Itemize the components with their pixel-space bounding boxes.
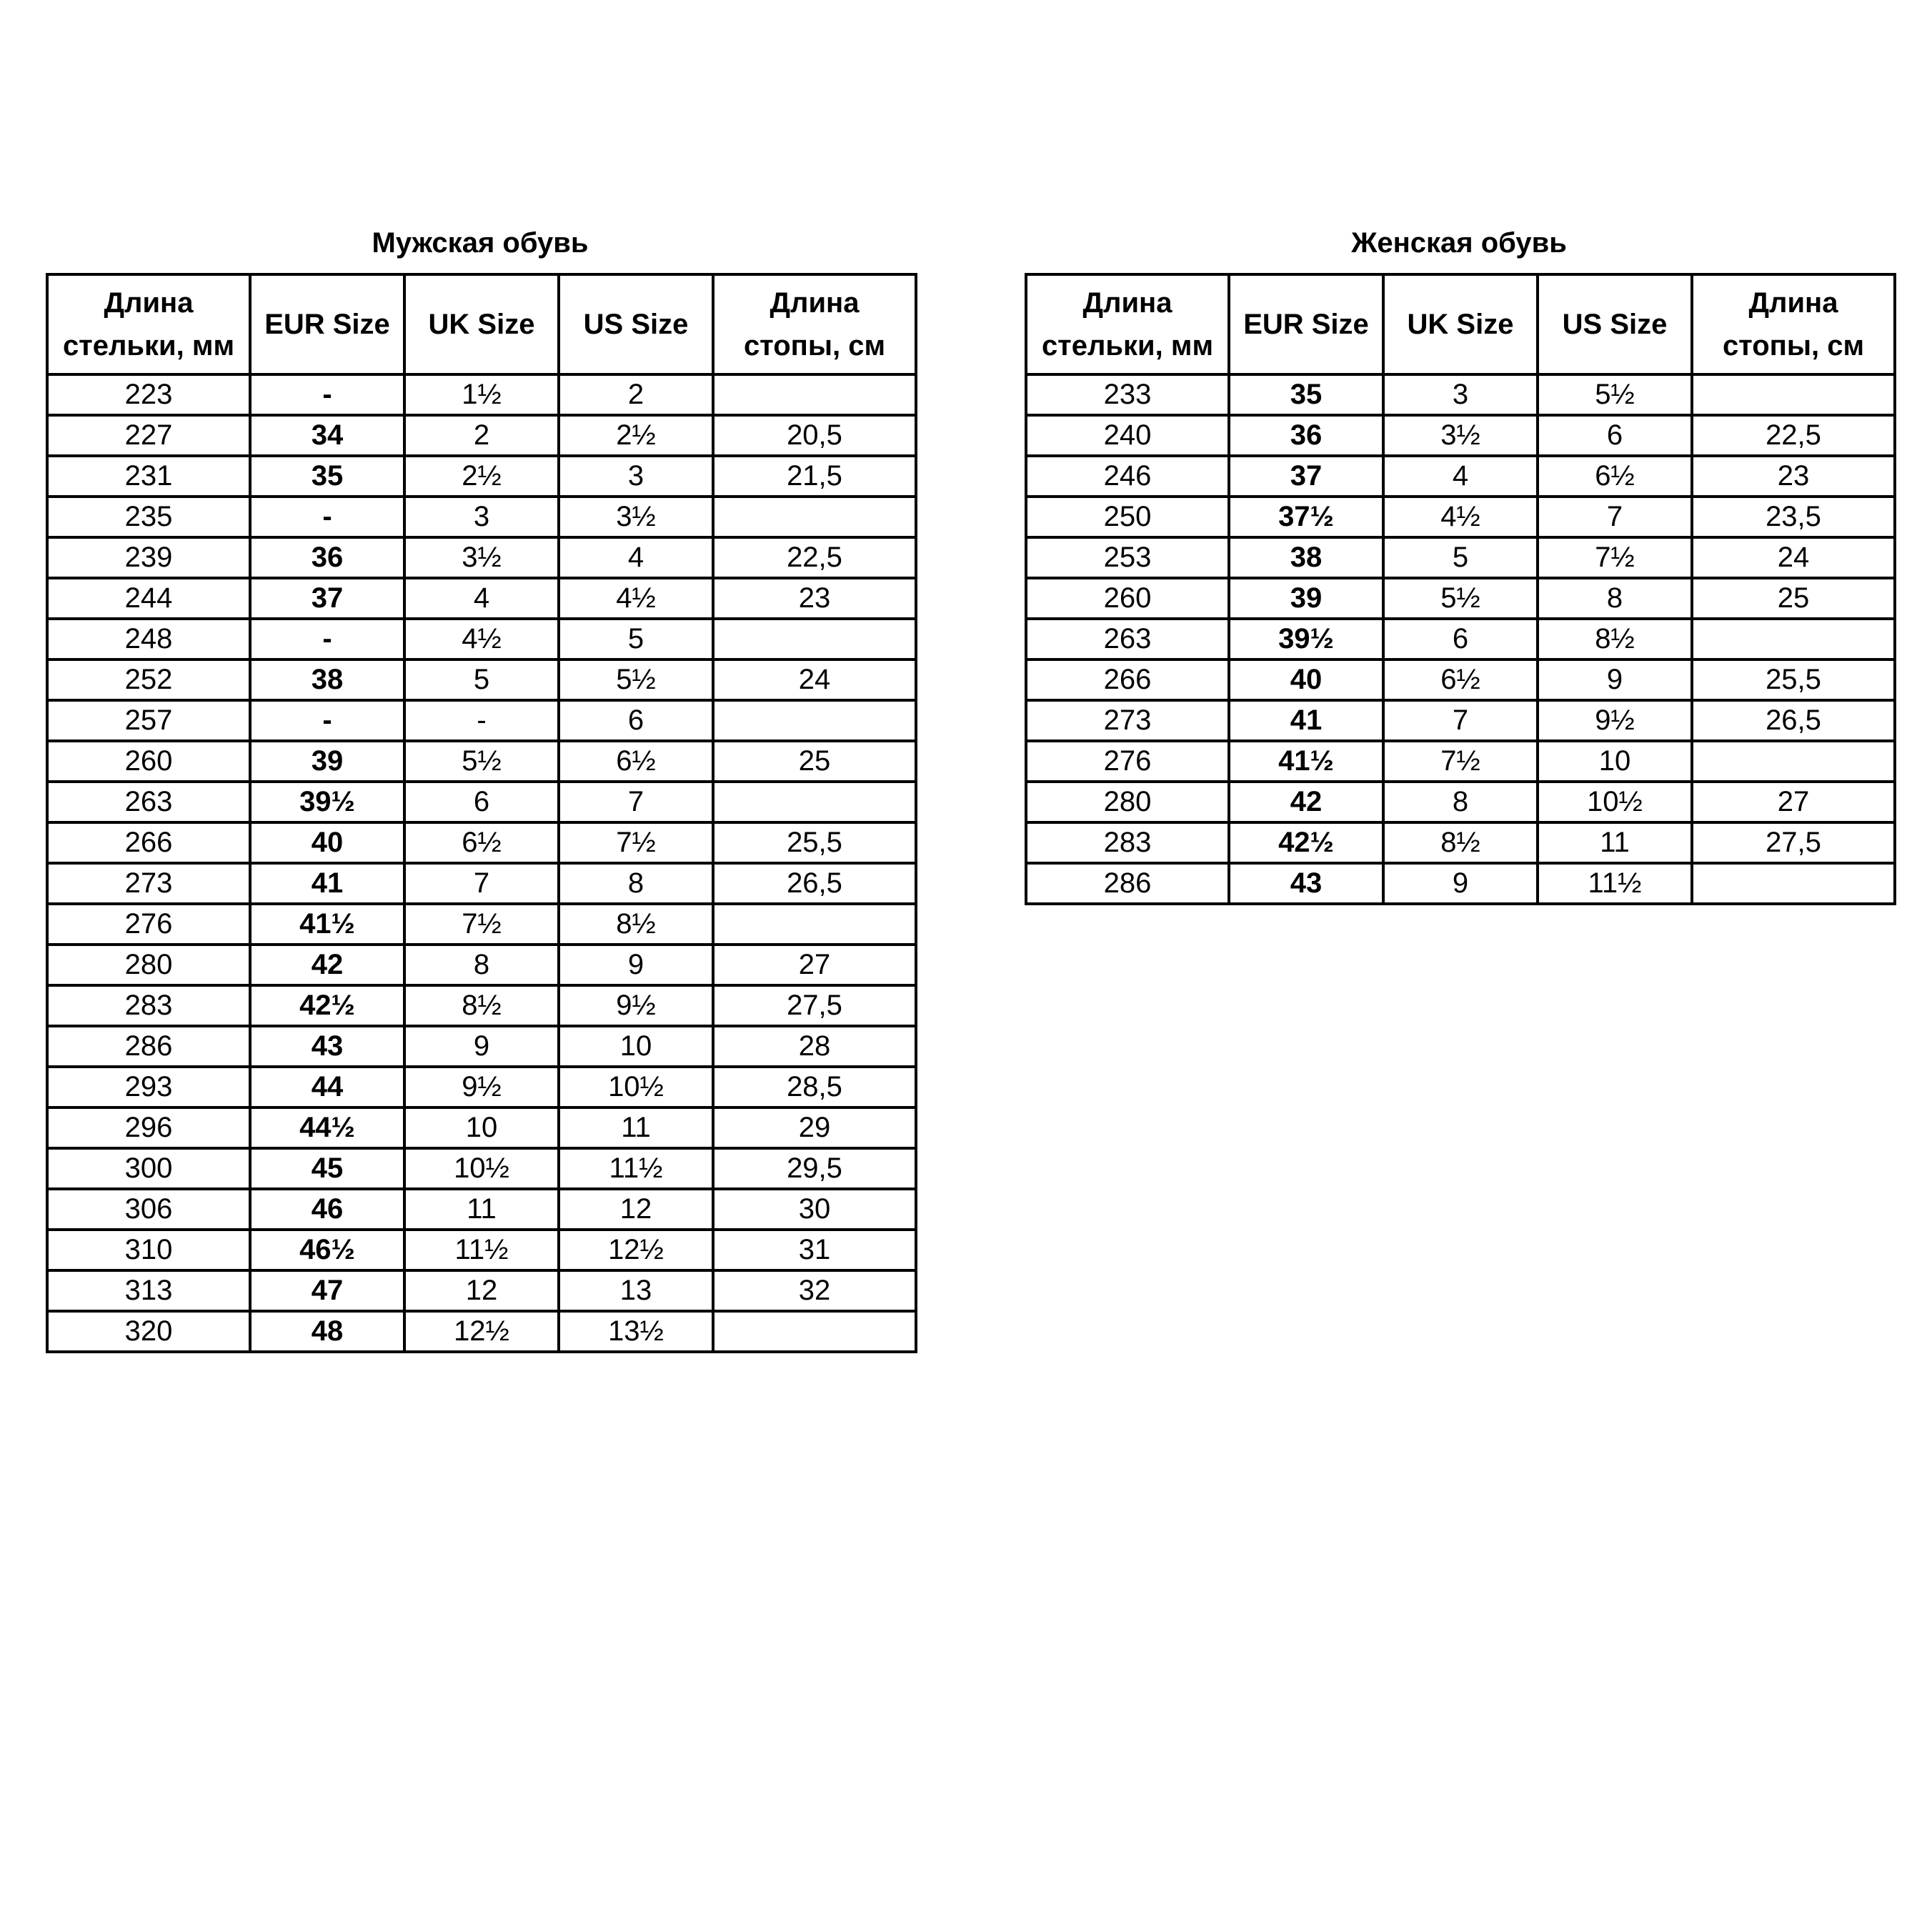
insole-length-cell: 223: [47, 374, 250, 415]
uk-size-header: UK Size: [1383, 274, 1538, 374]
insole-length-header-line1: Длина: [1082, 287, 1172, 319]
table-row: [1026, 374, 1895, 415]
foot-length-header: [1692, 274, 1895, 374]
women-header-row: [1026, 274, 1895, 374]
eur-size-cell: 37: [250, 578, 404, 619]
insole-length-cell: 310: [47, 1230, 250, 1270]
eur-size-cell: 39: [1229, 578, 1383, 619]
foot-length-cell: 24: [713, 659, 916, 700]
insole-length-header-line2: стельки, мм: [1041, 330, 1214, 362]
us-size-cell: 4: [559, 537, 713, 578]
uk-size-cell: 9: [404, 1026, 559, 1067]
foot-length-cell: 28: [713, 1026, 916, 1067]
women-size-table: [1025, 273, 1896, 905]
uk-size-cell: 6½: [1383, 659, 1538, 700]
insole-length-cell: 239: [47, 537, 250, 578]
uk-size-cell: 7½: [404, 904, 559, 945]
uk-size-cell: 3½: [404, 537, 559, 578]
us-size-cell: 5: [559, 619, 713, 659]
us-size-cell: 12½: [559, 1230, 713, 1270]
eur-size-cell: 40: [1229, 659, 1383, 700]
us-size-cell: 7: [1538, 497, 1692, 537]
us-size-cell: 10: [559, 1026, 713, 1067]
uk-size-cell: 3: [1383, 374, 1538, 415]
eur-size-cell: 42½: [1229, 822, 1383, 863]
eur-size-cell: 42: [250, 945, 404, 985]
uk-size-cell: 8: [404, 945, 559, 985]
us-size-cell: 6½: [1538, 456, 1692, 497]
foot-length-cell: 23: [1692, 456, 1895, 497]
uk-size-cell: -: [404, 700, 559, 741]
table-row: [1026, 782, 1895, 822]
us-size-cell: 11½: [559, 1148, 713, 1189]
eur-size-cell: 47: [250, 1270, 404, 1311]
eur-size-cell: 38: [1229, 537, 1383, 578]
table-row: [47, 1107, 916, 1148]
insole-length-cell: 283: [47, 985, 250, 1026]
eur-size-cell: 45: [250, 1148, 404, 1189]
uk-size-cell: 3½: [1383, 415, 1538, 456]
foot-length-header: [713, 274, 916, 374]
men-size-table: [46, 273, 917, 1353]
us-size-cell: 2½: [559, 415, 713, 456]
table-row: [47, 822, 916, 863]
foot-length-cell: 29: [713, 1107, 916, 1148]
table-row: [1026, 741, 1895, 782]
table-row: [1026, 822, 1895, 863]
insole-length-cell: 252: [47, 659, 250, 700]
insole-length-cell: 266: [47, 822, 250, 863]
insole-length-cell: 260: [47, 741, 250, 782]
us-size-cell: 9: [1538, 659, 1692, 700]
us-size-cell: 10½: [559, 1067, 713, 1107]
us-size-cell: 11½: [1538, 863, 1692, 904]
table-row: [47, 1067, 916, 1107]
foot-length-cell: 25: [713, 741, 916, 782]
us-size-header: US Size: [559, 274, 713, 374]
insole-length-cell: 306: [47, 1189, 250, 1230]
table-row: [1026, 578, 1895, 619]
foot-length-cell: 27,5: [1692, 822, 1895, 863]
eur-size-cell: 39½: [250, 782, 404, 822]
men-chart-title: Мужская обувь: [372, 227, 589, 259]
us-size-cell: 10: [1538, 741, 1692, 782]
foot-length-cell: 21,5: [713, 456, 916, 497]
us-size-cell: 6: [559, 700, 713, 741]
us-size-cell: 2: [559, 374, 713, 415]
uk-size-cell: 6½: [404, 822, 559, 863]
insole-length-cell: 231: [47, 456, 250, 497]
insole-length-cell: 273: [1026, 700, 1229, 741]
eur-size-cell: -: [250, 700, 404, 741]
uk-size-cell: 8½: [404, 985, 559, 1026]
table-row: [1026, 700, 1895, 741]
women-table-body: [1026, 374, 1895, 904]
table-row: [47, 537, 916, 578]
insole-length-cell: 263: [47, 782, 250, 822]
table-row: [47, 619, 916, 659]
table-row: [47, 945, 916, 985]
eur-size-cell: 35: [1229, 374, 1383, 415]
uk-size-cell: 4½: [1383, 497, 1538, 537]
insole-length-cell: 293: [47, 1067, 250, 1107]
table-row: [47, 741, 916, 782]
insole-length-cell: 280: [1026, 782, 1229, 822]
table-row: [1026, 415, 1895, 456]
insole-length-cell: 286: [47, 1026, 250, 1067]
insole-length-cell: 276: [47, 904, 250, 945]
uk-size-cell: 5½: [1383, 578, 1538, 619]
foot-length-cell: 30: [713, 1189, 916, 1230]
us-size-cell: 7: [559, 782, 713, 822]
insole-length-header-line2: стельки, мм: [62, 330, 235, 362]
eur-size-cell: 41½: [250, 904, 404, 945]
us-size-cell: 13½: [559, 1311, 713, 1352]
table-row: [47, 985, 916, 1026]
uk-size-cell: 8½: [1383, 822, 1538, 863]
insole-length-cell: 250: [1026, 497, 1229, 537]
eur-size-cell: 43: [250, 1026, 404, 1067]
table-row: [47, 1026, 916, 1067]
foot-length-header-line1: Длина: [770, 287, 860, 319]
us-size-header: US Size: [1538, 274, 1692, 374]
us-size-cell: 11: [559, 1107, 713, 1148]
uk-size-cell: 11: [404, 1189, 559, 1230]
foot-length-cell: [713, 497, 916, 537]
insole-length-header: [47, 274, 250, 374]
uk-size-cell: 6: [404, 782, 559, 822]
table-row: [47, 578, 916, 619]
table-row: [47, 497, 916, 537]
uk-size-cell: 12½: [404, 1311, 559, 1352]
insole-length-cell: 320: [47, 1311, 250, 1352]
foot-length-cell: [713, 782, 916, 822]
eur-size-cell: 46: [250, 1189, 404, 1230]
uk-size-cell: 4: [1383, 456, 1538, 497]
us-size-cell: 8: [1538, 578, 1692, 619]
table-row: [47, 1230, 916, 1270]
insole-length-header-line1: Длина: [104, 287, 194, 319]
uk-size-cell: 3: [404, 497, 559, 537]
uk-size-cell: 2: [404, 415, 559, 456]
us-size-cell: 6½: [559, 741, 713, 782]
eur-size-cell: 46½: [250, 1230, 404, 1270]
eur-size-cell: 39: [250, 741, 404, 782]
uk-size-cell: 11½: [404, 1230, 559, 1270]
eur-size-header: EUR Size: [1229, 274, 1383, 374]
insole-length-cell: 257: [47, 700, 250, 741]
us-size-cell: 7½: [1538, 537, 1692, 578]
table-row: [47, 904, 916, 945]
eur-size-cell: 42½: [250, 985, 404, 1026]
eur-size-cell: 37: [1229, 456, 1383, 497]
table-row: [1026, 863, 1895, 904]
us-size-cell: 3½: [559, 497, 713, 537]
us-size-cell: 12: [559, 1189, 713, 1230]
table-row: [47, 415, 916, 456]
us-size-cell: 13: [559, 1270, 713, 1311]
women-size-chart: [1025, 221, 1896, 905]
eur-size-header: EUR Size: [250, 274, 404, 374]
uk-size-cell: 10: [404, 1107, 559, 1148]
table-row: [47, 374, 916, 415]
table-row: [1026, 619, 1895, 659]
men-size-chart: [46, 221, 917, 1353]
foot-length-cell: 20,5: [713, 415, 916, 456]
insole-length-cell: 286: [1026, 863, 1229, 904]
insole-length-cell: 313: [47, 1270, 250, 1311]
eur-size-cell: 39½: [1229, 619, 1383, 659]
insole-length-cell: 248: [47, 619, 250, 659]
table-row: [47, 659, 916, 700]
uk-size-header: UK Size: [404, 274, 559, 374]
table-row: [47, 1270, 916, 1311]
foot-length-cell: [713, 904, 916, 945]
insole-length-cell: 296: [47, 1107, 250, 1148]
eur-size-cell: 48: [250, 1311, 404, 1352]
foot-length-cell: 23,5: [1692, 497, 1895, 537]
us-size-cell: 8½: [559, 904, 713, 945]
insole-length-cell: 300: [47, 1148, 250, 1189]
eur-size-cell: 41: [1229, 700, 1383, 741]
uk-size-cell: 7½: [1383, 741, 1538, 782]
table-row: [47, 782, 916, 822]
us-size-cell: 11: [1538, 822, 1692, 863]
insole-length-header: [1026, 274, 1229, 374]
uk-size-cell: 1½: [404, 374, 559, 415]
insole-length-cell: 280: [47, 945, 250, 985]
insole-length-cell: 240: [1026, 415, 1229, 456]
uk-size-cell: 5½: [404, 741, 559, 782]
men-table-body: [47, 374, 916, 1352]
us-size-cell: 10½: [1538, 782, 1692, 822]
foot-length-cell: [1692, 619, 1895, 659]
table-row: [47, 863, 916, 904]
foot-length-cell: 25: [1692, 578, 1895, 619]
us-size-cell: 9: [559, 945, 713, 985]
insole-length-cell: 246: [1026, 456, 1229, 497]
uk-size-cell: 12: [404, 1270, 559, 1311]
eur-size-cell: 44: [250, 1067, 404, 1107]
insole-length-cell: 253: [1026, 537, 1229, 578]
foot-length-cell: 26,5: [1692, 700, 1895, 741]
foot-length-cell: [1692, 741, 1895, 782]
eur-size-cell: 36: [250, 537, 404, 578]
uk-size-cell: 6: [1383, 619, 1538, 659]
foot-length-cell: 31: [713, 1230, 916, 1270]
uk-size-cell: 5: [1383, 537, 1538, 578]
us-size-cell: 3: [559, 456, 713, 497]
eur-size-cell: 38: [250, 659, 404, 700]
foot-length-cell: [1692, 863, 1895, 904]
insole-length-cell: 283: [1026, 822, 1229, 863]
foot-length-cell: 28,5: [713, 1067, 916, 1107]
foot-length-cell: 27,5: [713, 985, 916, 1026]
eur-size-cell: -: [250, 619, 404, 659]
uk-size-cell: 8: [1383, 782, 1538, 822]
foot-length-cell: 32: [713, 1270, 916, 1311]
uk-size-cell: 9½: [404, 1067, 559, 1107]
table-row: [47, 1311, 916, 1352]
us-size-cell: 9½: [1538, 700, 1692, 741]
foot-length-header-line2: стопы, см: [1722, 330, 1865, 362]
eur-size-cell: 37½: [1229, 497, 1383, 537]
eur-size-cell: -: [250, 374, 404, 415]
foot-length-cell: [713, 619, 916, 659]
eur-size-cell: 41: [250, 863, 404, 904]
uk-size-cell: 7: [404, 863, 559, 904]
women-chart-title: Женская обувь: [1351, 227, 1567, 259]
foot-length-header-line2: стопы, см: [743, 330, 886, 362]
foot-length-cell: [713, 1311, 916, 1352]
foot-length-cell: 23: [713, 578, 916, 619]
eur-size-cell: -: [250, 497, 404, 537]
uk-size-cell: 9: [1383, 863, 1538, 904]
table-row: [47, 1189, 916, 1230]
eur-size-cell: 36: [1229, 415, 1383, 456]
foot-length-cell: 24: [1692, 537, 1895, 578]
insole-length-cell: 273: [47, 863, 250, 904]
table-row: [1026, 659, 1895, 700]
foot-length-cell: [1692, 374, 1895, 415]
eur-size-cell: 43: [1229, 863, 1383, 904]
foot-length-cell: 29,5: [713, 1148, 916, 1189]
insole-length-cell: 260: [1026, 578, 1229, 619]
uk-size-cell: 10½: [404, 1148, 559, 1189]
foot-length-cell: 22,5: [713, 537, 916, 578]
insole-length-cell: 235: [47, 497, 250, 537]
uk-size-cell: 2½: [404, 456, 559, 497]
uk-size-cell: 4: [404, 578, 559, 619]
insole-length-cell: 227: [47, 415, 250, 456]
eur-size-cell: 44½: [250, 1107, 404, 1148]
eur-size-cell: 35: [250, 456, 404, 497]
foot-length-cell: [713, 700, 916, 741]
us-size-cell: 8: [559, 863, 713, 904]
eur-size-cell: 41½: [1229, 741, 1383, 782]
uk-size-cell: 5: [404, 659, 559, 700]
insole-length-cell: 244: [47, 578, 250, 619]
us-size-cell: 5½: [559, 659, 713, 700]
table-row: [1026, 537, 1895, 578]
us-size-cell: 6: [1538, 415, 1692, 456]
foot-length-header-line1: Длина: [1748, 287, 1838, 319]
foot-length-cell: 22,5: [1692, 415, 1895, 456]
table-row: [47, 456, 916, 497]
uk-size-cell: 4½: [404, 619, 559, 659]
foot-length-cell: 25,5: [1692, 659, 1895, 700]
us-size-cell: 9½: [559, 985, 713, 1026]
eur-size-cell: 34: [250, 415, 404, 456]
us-size-cell: 8½: [1538, 619, 1692, 659]
insole-length-cell: 266: [1026, 659, 1229, 700]
foot-length-cell: [713, 374, 916, 415]
insole-length-cell: 233: [1026, 374, 1229, 415]
insole-length-cell: 263: [1026, 619, 1229, 659]
table-row: [1026, 497, 1895, 537]
foot-length-cell: 25,5: [713, 822, 916, 863]
us-size-cell: 5½: [1538, 374, 1692, 415]
us-size-cell: 4½: [559, 578, 713, 619]
foot-length-cell: 27: [1692, 782, 1895, 822]
table-row: [47, 1148, 916, 1189]
insole-length-cell: 276: [1026, 741, 1229, 782]
table-row: [1026, 456, 1895, 497]
eur-size-cell: 42: [1229, 782, 1383, 822]
uk-size-cell: 7: [1383, 700, 1538, 741]
table-row: [47, 700, 916, 741]
men-header-row: [47, 274, 916, 374]
foot-length-cell: 26,5: [713, 863, 916, 904]
us-size-cell: 7½: [559, 822, 713, 863]
eur-size-cell: 40: [250, 822, 404, 863]
foot-length-cell: 27: [713, 945, 916, 985]
